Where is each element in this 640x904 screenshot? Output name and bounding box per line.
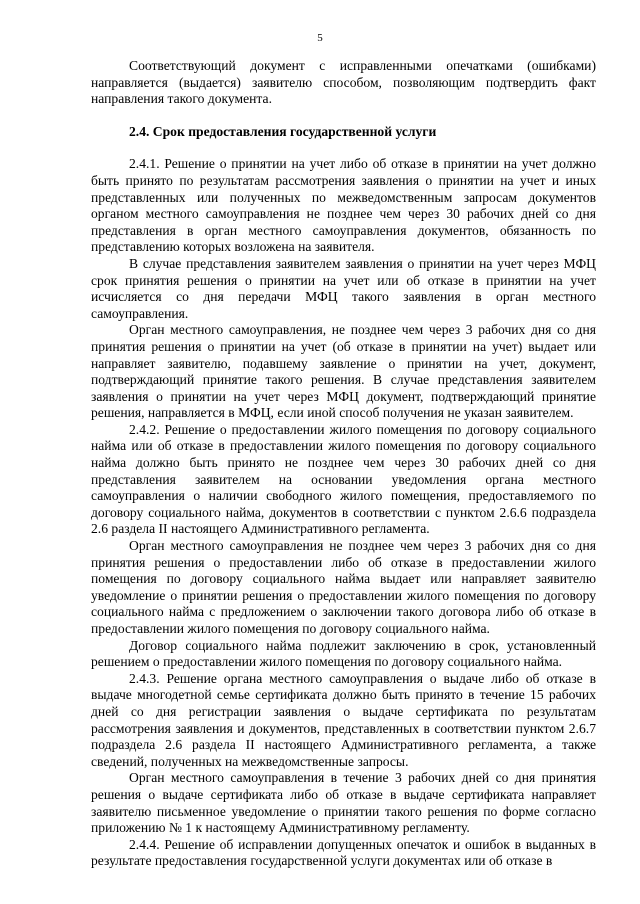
page-content <box>91 58 596 870</box>
paragraph-mfc-registration: В случае представления заявителем заявления о принятии на учет через МФЦ срок принятия решения о принятии на учет или об отказе в принятии на учет исчисляется со дня передачи МФЦ такого заявления в орган местного самоуправления. <box>91 255 596 321</box>
paragraph-correction-result: Соответствующий документ с исправленными опечатками (ошибками) направляется (выдается) заявителю способом, позволяющим подтвердить факт направления такого документа. <box>91 58 596 107</box>
paragraph-decision-notification: Орган местного самоуправления, не позднее чем через 3 рабочих дня со дня принятия решения о принятии на учет (об отказе в принятии на учет) выдает или направляет заявителю, подавшему заявление о принятии на учет, документ, подтверждающий принятие такого решения. В случае представления заявителем заявления о принятии на учет через МФЦ документ, подтверждающий принятие решения, направляется в МФЦ, если иной способ получения не указан заявителем. <box>91 322 596 421</box>
paragraph-2-4-4: 2.4.4. Решение об исправлении допущенных опечаток и ошибок в выданных в результате предоставления государственной услуги документах или об отказе в <box>91 836 596 869</box>
paragraph-2-4-2: 2.4.2. Решение о предоставлении жилого помещения по договору социального найма или об отказе в предоставлении жилого помещения по договору социального найма должно быть принято не позднее чем через 30 рабочих дней со дня представления заявителем на основании уведомления органа местного самоуправления о наличии свободного жилого помещения, предоставляемого по договору социального найма, документов в соответствии с пунктом 2.6.6 подраздела 2.6 раздела II настоящего Административного регламента. <box>91 421 596 537</box>
paragraph-2-4-3: 2.4.3. Решение органа местного самоуправления о выдаче либо об отказе в выдаче многодетной семье сертификата должно быть принято в течение 15 рабочих дней со дня регистрации заявления о выдаче сертификата по результатам рассмотрения заявления и документов, представленных в соответствии пунктом 2.6.7 подраздела 2.6 раздела II настоящего Административного регламента, а также сведений, полученных на межведомственные запросы. <box>91 670 596 769</box>
paragraph-housing-notification: Орган местного самоуправления не позднее чем через 3 рабочих дня со дня принятия решения о предоставлении либо об отказе в предоставлении жилого помещения по договору социального найма выдает или направляет заявителю уведомление о принятии решения о предоставлении жилого помещения по договору социального найма с предложением о заключении такого договора либо об отказе в предоставлении жилого помещения по договору социального найма. <box>91 538 596 636</box>
paragraph-certificate-notification: Орган местного самоуправления в течение 3 рабочих дней со дня принятия решения о выдаче сертификата либо об отказе в выдаче сертификата направляет заявителю письменное уведомление о принятии такого решения по форме согласно приложению № 1 к настоящему Административному регламенту. <box>91 770 596 836</box>
paragraph-2-4-1: 2.4.1. Решение о принятии на учет либо об отказе в принятии на учет должно быть принято по результатам рассмотрения заявления о принятии на учет и иных представленных или полученных по межведомственным запросам документов органом местного самоуправления не позднее чем через 30 рабочих дней со дня представления в орган местного самоуправления документов, обязанность по представлению которых возложена на заявителя. <box>91 156 596 255</box>
paragraph-contract-term: Договор социального найма подлежит заключению в срок, установленный решением о предоставлении жилого помещения по договору социального найма. <box>91 637 596 670</box>
page-number: 5 <box>317 32 323 44</box>
section-heading-2-4: 2.4. Срок предоставления государственной услуги <box>129 123 437 139</box>
